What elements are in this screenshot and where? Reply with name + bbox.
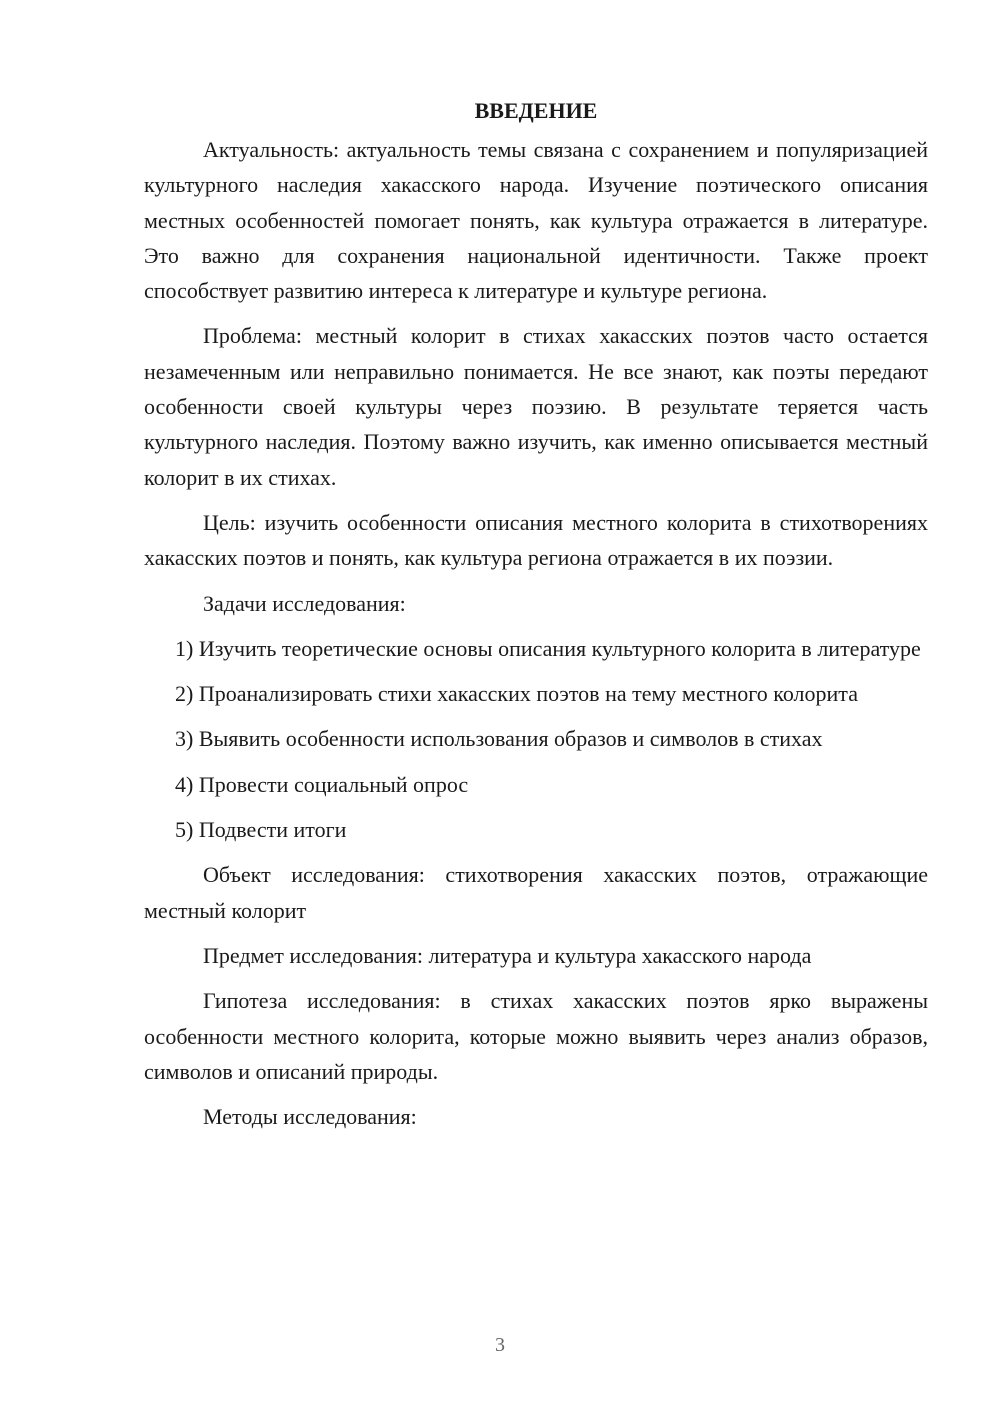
task-item: 3) Выявить особенности использования образов и символов в стихах <box>175 726 823 752</box>
goal-paragraph: Цель: изучить особенности описания местного колорита в стихотворениях хакасских поэтов и понять, как культура региона отражается в их поэзии. <box>144 509 928 571</box>
page-number: 3 <box>495 1334 505 1356</box>
task-item: 1) Изучить теоретические основы описания культурного колорита в литературе <box>175 635 921 661</box>
tasks-list <box>144 631 928 847</box>
relevance-paragraph: Актуальность: актуальность темы связана с сохранением и популяризацией культурного наследия хакасского народа. Изучение поэтического описания местных особенностей помогает понять, как культура отражается в литературе. Это важно для сохранения национальной идентичности. Также проект способствует развитию интереса к литературе и культуре региона. <box>144 137 928 304</box>
tasks-heading: Задачи исследования: <box>203 590 406 616</box>
page-title: ВВЕДЕНИЕ <box>474 98 598 123</box>
methods-paragraph: Методы исследования: <box>203 1104 417 1130</box>
task-item: 4) Провести социальный опрос <box>175 771 469 797</box>
problem-paragraph: Проблема: местный колорит в стихах хакасских поэтов часто остается незамеченным или неправильно понимается. Не все знают, как поэты передают особенности своей культуры через поэзию. В результате теряется часть культурного наследия. Поэтому важно изучить, как именно описывается местный колорит в их стихах. <box>144 323 928 490</box>
object-paragraph: Объект исследования: стихотворения хакасских поэтов, отражающие местный колорит <box>144 862 928 923</box>
hypothesis-paragraph: Гипотеза исследования: в стихах хакасских поэтов ярко выражены особенности местного колорита, которые можно выявить через анализ образов, символов и описаний природы. <box>144 988 928 1084</box>
task-item: 2) Проанализировать стихи хакасских поэтов на тему местного колорита <box>175 681 858 707</box>
document-page <box>144 96 928 1144</box>
task-item: 5) Подвести итоги <box>175 817 347 843</box>
subject-paragraph: Предмет исследования: литература и культура хакасского народа <box>203 942 812 968</box>
